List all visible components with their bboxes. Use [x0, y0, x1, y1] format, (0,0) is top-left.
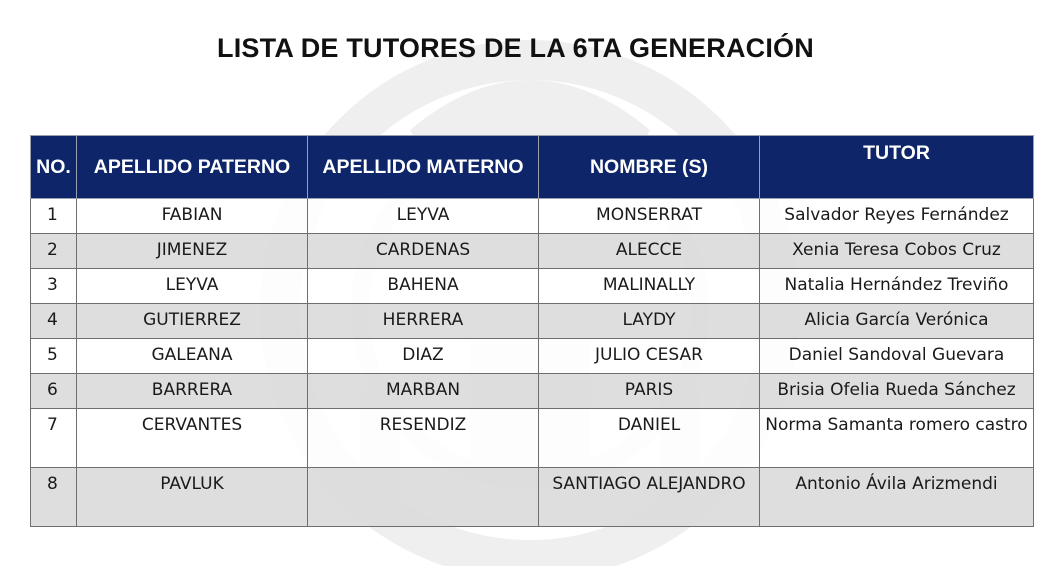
cell-apellido-paterno: GUTIERREZ [77, 304, 308, 339]
cell-apellido-materno: LEYVA [308, 199, 539, 234]
cell-tutor: Alicia García Verónica [760, 304, 1034, 339]
cell-apellido-paterno: LEYVA [77, 269, 308, 304]
cell-apellido-materno: RESENDIZ [308, 409, 539, 468]
cell-nombre: SANTIAGO ALEJANDRO [539, 468, 760, 527]
tutors-table [30, 135, 1034, 527]
cell-apellido-materno [308, 468, 539, 527]
cell-nombre: ALECCE [539, 234, 760, 269]
cell-nombre: MALINALLY [539, 269, 760, 304]
cell-tutor: Antonio Ávila Arizmendi [760, 468, 1034, 527]
cell-apellido-materno: BAHENA [308, 269, 539, 304]
cell-no: 6 [31, 374, 77, 409]
table-row [31, 409, 1034, 468]
cell-apellido-materno: CARDENAS [308, 234, 539, 269]
cell-no: 8 [31, 468, 77, 527]
cell-tutor: Xenia Teresa Cobos Cruz [760, 234, 1034, 269]
table-body [31, 199, 1034, 527]
table-header [31, 136, 1034, 199]
cell-no: 5 [31, 339, 77, 374]
column-header-no: NO. [31, 136, 77, 199]
cell-tutor: Brisia Ofelia Rueda Sánchez [760, 374, 1034, 409]
cell-tutor: Salvador Reyes Fernández [760, 199, 1034, 234]
page-title: LISTA DE TUTORES DE LA 6TA GENERACIÓN [217, 33, 814, 63]
column-header-nombre: NOMBRE (S) [539, 136, 760, 199]
cell-no: 1 [31, 199, 77, 234]
table-row [31, 339, 1034, 374]
cell-nombre: JULIO CESAR [539, 339, 760, 374]
cell-no: 2 [31, 234, 77, 269]
table-row [31, 234, 1034, 269]
table-row [31, 269, 1034, 304]
cell-apellido-materno: DIAZ [308, 339, 539, 374]
cell-tutor: Norma Samanta romero castro [760, 409, 1034, 468]
table-row [31, 374, 1034, 409]
column-header-apellido-paterno: APELLIDO PATERNO [77, 136, 308, 199]
cell-apellido-paterno: JIMENEZ [77, 234, 308, 269]
cell-apellido-paterno: CERVANTES [77, 409, 308, 468]
cell-no: 3 [31, 269, 77, 304]
cell-nombre: MONSERRAT [539, 199, 760, 234]
cell-apellido-paterno: BARRERA [77, 374, 308, 409]
table-row [31, 199, 1034, 234]
cell-apellido-materno: HERRERA [308, 304, 539, 339]
cell-no: 7 [31, 409, 77, 468]
column-header-tutor: TUTOR [760, 136, 1034, 199]
table-row [31, 468, 1034, 527]
cell-apellido-materno: MARBAN [308, 374, 539, 409]
cell-apellido-paterno: PAVLUK [77, 468, 308, 527]
table-row [31, 304, 1034, 339]
cell-nombre: DANIEL [539, 409, 760, 468]
cell-tutor: Natalia Hernández Treviño [760, 269, 1034, 304]
cell-nombre: LAYDY [539, 304, 760, 339]
column-header-apellido-materno: APELLIDO MATERNO [308, 136, 539, 199]
cell-apellido-paterno: GALEANA [77, 339, 308, 374]
cell-apellido-paterno: FABIAN [77, 199, 308, 234]
header-row [31, 136, 1034, 199]
cell-nombre: PARIS [539, 374, 760, 409]
cell-no: 4 [31, 304, 77, 339]
cell-tutor: Daniel Sandoval Guevara [760, 339, 1034, 374]
